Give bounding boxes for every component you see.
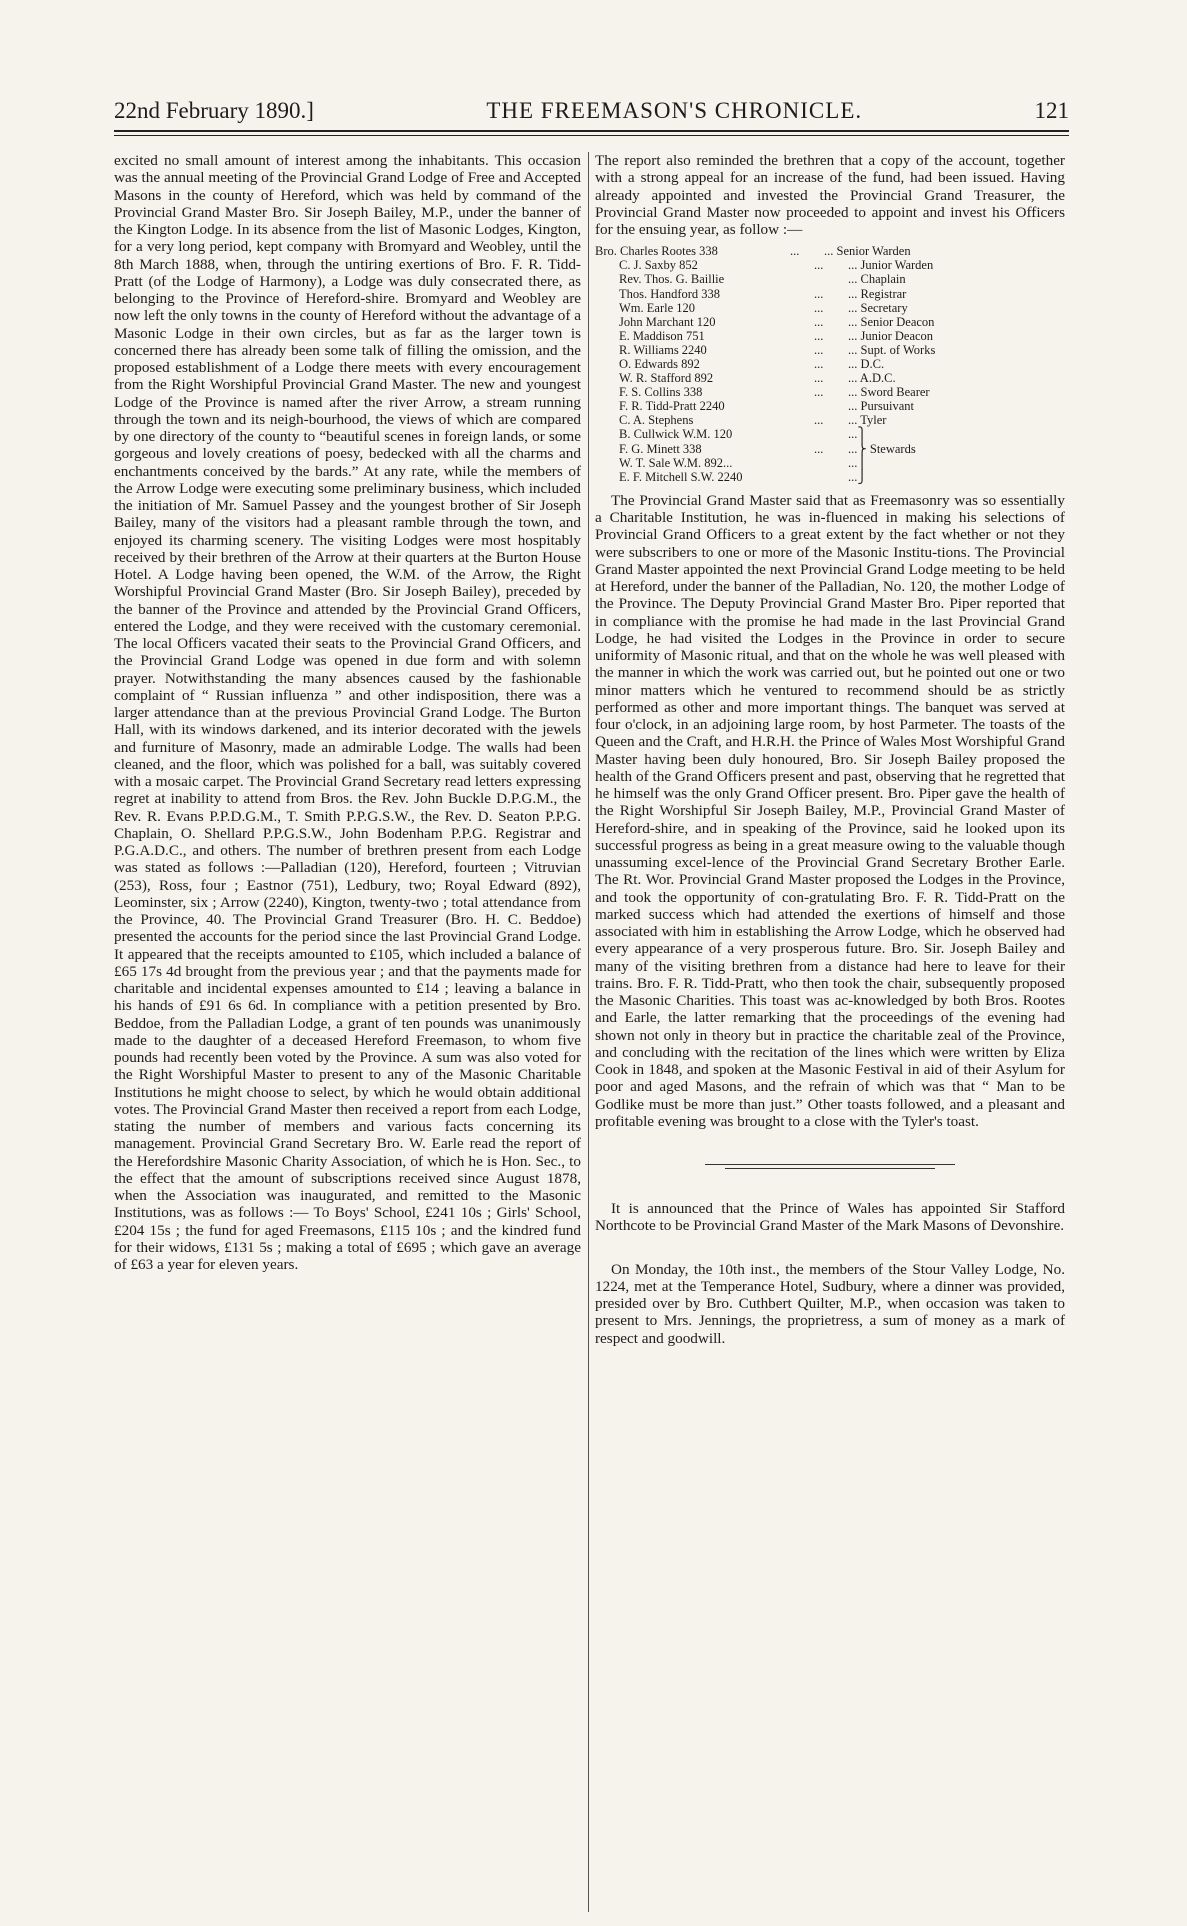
officer-name: F. R. Tidd-Pratt 2240 xyxy=(619,399,725,414)
page-number: 121 xyxy=(1034,98,1069,123)
officer-leader-dots: ... xyxy=(814,286,824,301)
banquet-paragraph: The Provincial Grand Master said that as Freemasonry was so essentially a Charitable Institution, he was in-fluenced in making his selections of Provincial Grand Officers to a great extent by the fact whether or not they were subscribers to one or more of the Masonic Institu-tions. The Provincial Grand Master appointed the next Provincial Grand Lodge meeting to be held at Hereford, under the banner of the Palladian, No. 120, the mother Lodge of the Province. The Deputy Provincial Grand Master Bro. Piper reported that in compliance with the promise he had made in the last Provincial Grand Lodge, he had visited the Lodges in the Province in order to secure uniformity of Masonic ritual, and that on the whole he was well pleased with the manner in which the work was carried out, but he pointed out one or two minor matters which he ventured to recommend should be as strictly performed as other and more important things. The banquet was served at four o'clock, in an adjoining large room, by host Parmeter. The toasts of the Queen and the Craft, and H.R.H. the Prince of Wales Most Worshipful Grand Master having been duly honoured, Bro. Sir Joseph Bailey proposed the health of the Grand Officers present and past, observing that he regretted that he himself was the only Grand Officer present. Bro. Piper gave the health of the Right Worshipful Sir Joseph Bailey, M.P., Provincial Grand Master of Hereford-shire, and in speaking of the Province, said he looked upon its successful progress as being in a great measure owing to the valuable though unassuming excel-lence of the Provincial Grand Secretary Brother Earle. The Rt. Wor. Provincial Grand Master proposed the Lodges in the Province, and took the opportunity of con-gratulating Bro. F. R. Tidd-Pratt on the marked success which had attended the exertions of himself and those associated with him in establishing the Arrow Lodge, which he observed had every appearance of a very prosperous future. Bro. Sir. Joseph Bailey and many of the visiting brethren from a distance had here to leave for their trains. Bro. F. R. Tidd-Pratt, who then took the chair, subsequently proposed the Masonic Charities. This toast was ac-knowledged by both Bros. Rootes and Earle, the latter remarking that the proceedings of the evening had shown not only in theory but in practice the charitable zeal of the Province, and concluding with the recitation of the lines which were written by Eliza Cook in 1848, and spoken at the Masonic Festival in aid of their Asylum for poor and aged Masons, and the refrain of which was that “ Man to be Godlike must be more than just.” Other toasts followed, and a pleasant and profitable evening was brought to a close with the Tyler's toast. xyxy=(595,491,1065,1130)
issue-date: 22nd February 1890.] xyxy=(114,98,314,123)
officer-office: ... Junior Warden xyxy=(848,258,934,273)
header-rule-bottom xyxy=(114,135,1069,136)
officer-name: John Marchant 120 xyxy=(619,314,716,329)
officer-name: R. Williams 2240 xyxy=(619,342,707,357)
column-divider xyxy=(588,152,589,1912)
officer-name: B. Cullwick W.M. 120 xyxy=(619,427,733,442)
officer-row xyxy=(595,315,1065,329)
officer-row xyxy=(595,399,1065,413)
officer-office: ... Pursuivant xyxy=(848,399,914,414)
officer-office: ... Chaplain xyxy=(848,272,906,287)
officer-office: ...⎫ xyxy=(848,427,867,442)
prince-of-wales-note: It is announced that the Prince of Wales has appointed Sir Stafford Northcote to be Provincial Grand Master of the Mark Masons of Devonshire. xyxy=(595,1200,1065,1235)
officer-office: ... Secretary xyxy=(848,300,908,315)
officer-leader-dots: ... xyxy=(814,300,824,315)
officer-row xyxy=(595,456,1065,470)
officer-leader-dots xyxy=(814,399,848,413)
officer-name: Bro. Charles Rootes 338 xyxy=(595,244,718,259)
officer-row xyxy=(595,272,1065,286)
officer-row xyxy=(595,470,1065,484)
officer-row xyxy=(595,244,1065,258)
officer-name: F. G. Minett 338 xyxy=(619,441,702,456)
officer-row xyxy=(595,357,1065,371)
officer-leader-dots: ... xyxy=(814,314,824,329)
page-header xyxy=(114,84,1069,124)
officer-office: ... Junior Deacon xyxy=(848,328,934,343)
officer-name: Rev. Thos. G. Baillie xyxy=(619,272,725,287)
officer-office: ... Supt. of Works xyxy=(848,342,936,357)
officer-office: ... A.D.C. xyxy=(848,371,896,386)
officer-row xyxy=(595,343,1065,357)
officer-name: E. Maddison 751 xyxy=(619,328,705,343)
officer-leader-dots: ... xyxy=(814,371,824,386)
officer-row xyxy=(595,258,1065,272)
officer-office: ...⎭ xyxy=(848,469,867,484)
stour-valley-note: On Monday, the 10th inst., the members of the Stour Valley Lodge, No. 1224, met at the Temperance Hotel, Sudbury, where a dinner was provided, presided over by Bro. Cuthbert Quilter, M.P., when occasion was taken to present to Mrs. Jennings, the proprietress, a sum of money as a mark of respect and goodwill. xyxy=(595,1260,1065,1347)
officer-leader-dots: ... xyxy=(814,441,824,456)
officer-name: W. R. Stafford 892 xyxy=(619,371,714,386)
officer-office: ... Senior Deacon xyxy=(848,314,935,329)
officer-name: W. T. Sale W.M. 892... xyxy=(619,455,733,470)
officer-leader-dots: ... xyxy=(814,357,824,371)
officer-row xyxy=(595,301,1065,315)
officer-name: F. S. Collins 338 xyxy=(619,385,703,400)
report-intro-paragraph: The report also reminded the brethren that a copy of the account, together with a strong appeal for an increase of the fund, had been issued. Having already appointed and invested the Provincial Grand Treasurer, the Provincial Grand Master now proceeded to appoint and invest his Officers for the ensuing year, as follow :— xyxy=(595,152,1065,238)
officer-leader-dots: ... xyxy=(814,342,824,357)
officer-name: C. J. Saxby 852 xyxy=(619,258,698,273)
officers-list xyxy=(595,244,1065,484)
officer-office: ...⎪ xyxy=(848,455,867,470)
officer-name: Wm. Earle 120 xyxy=(619,300,696,315)
officer-office: ... Tyler xyxy=(848,413,887,428)
officer-row xyxy=(595,329,1065,343)
officer-leader-dots xyxy=(814,427,848,441)
officer-leader-dots xyxy=(814,470,848,484)
publication-title: THE FREEMASON'S CHRONICLE. xyxy=(486,98,863,123)
officer-office: ... D.C. xyxy=(848,357,885,371)
officer-office: ... Sword Bearer xyxy=(848,385,930,400)
officer-row xyxy=(595,385,1065,399)
officer-leader-dots: ... xyxy=(814,385,824,400)
officer-row xyxy=(595,371,1065,385)
officer-leader-dots: ... xyxy=(814,413,824,428)
officer-office: ...⎬ Stewards xyxy=(848,441,916,456)
right-column xyxy=(595,152,1065,1347)
officer-leader-dots xyxy=(814,456,848,470)
officer-leader-dots: ... xyxy=(790,244,800,259)
officer-office: ... Registrar xyxy=(848,286,907,301)
officer-office: ... Senior Warden xyxy=(824,244,911,259)
officer-leader-dots: ... xyxy=(814,328,824,343)
officer-row xyxy=(595,427,1065,441)
officer-name: C. A. Stephens xyxy=(619,413,694,428)
header-rule-top xyxy=(114,130,1069,132)
officer-row xyxy=(595,287,1065,301)
officer-name: E. F. Mitchell S.W. 2240 xyxy=(619,469,743,484)
officer-name: Thos. Handford 338 xyxy=(619,286,721,301)
kington-report-paragraph: excited no small amount of interest among the inhabitants. This occasion was the annual meeting of the Provincial Grand Lodge of Free and Accepted Masons in the county of Hereford, which was held by command of the Provincial Grand Master Bro. Sir Joseph Bailey, M.P., under the banner of the Kington Lodge. In its absence from the list of Masonic Lodges, Kington, for a very long period, kept company with Bromyard and Weobley, until the 8th March 1888, when, through the untiring exertions of Bro. F. R. Tidd-Pratt (of the Lodge of Harmony), a Lodge was duly consecrated there, as belonging to the Province of Hereford-shire. Bromyard and Weobley are now left the only towns in the county of Hereford without the advantage of a Masonic Lodge in their own circles, but as far as the larger town is concerned there has already been some talk of filling the omission, and the proposed establishment of a Lodge there meets with every encouragement from the Right Worshipful Provincial Grand Master. The new and youngest Lodge of the Province is named after the river Arrow, a stream running through the town and its neigh-bourhood, the views of which are compared by one directory of the county to “beautiful scenes in foreign lands, or some gorgeous and lovely creations of poesy, bedecked with all the charms and enchantments conceived by the bards.” At any rate, while the members of the Arrow Lodge were executing some preliminary business, which included the initiation of Mr. Samuel Passey and the youngest brother of Sir Joseph Bailey, many of the visitors had a pleasant ramble through the town, and enjoyed its charming scenery. The visiting Lodges were most hospitably received by their brethren of the Arrow at their quarters at the Burton House Hotel. A Lodge having been opened, the W.M. of the Arrow, the Right Worshipful Provincial Grand Master (Bro. Sir Joseph Bailey), preceded by the banner of the Province and attended by the Provincial Grand Officers, entered the Lodge, and they were received with the customary ceremonial. The local Officers vacated their seats to the Provincial Grand Officers, and the Provincial Grand Lodge was opened in due form and with solemn prayer. Notwithstanding the many absences caused by the fashionable complaint of “ Russian influenza ” and other indisposition, there was a larger attendance than at the previous Provincial Grand Lodge. The Burton Hall, with its windows darkened, and its interior decorated with the jewels and furniture of Masonry, made an admirable Lodge. The walls had been cleaned, and the floor, which was polished for a ball, was suitably covered with a mosaic carpet. The Provincial Grand Secretary read letters expressing regret at inability to attend from Bros. the Rev. John Buckle D.P.G.M., the Rev. R. Evans P.P.D.G.M., T. Smith P.P.G.S.W., the Rev. D. Seaton P.P.G. Chaplain, O. Shellard P.P.G.S.W., John Bodenham P.P.G. Registrar and P.G.A.D.C., and others. The number of brethren present from each Lodge was stated as follows :—Palladian (120), Hereford, fourteen ; Vitruvian (253), Ross, four ; Eastnor (751), Ledbury, two; Royal Edward (892), Leominster, six ; Arrow (2240), Kington, twenty-two ; total attendance from the Province, 40. The Provincial Grand Treasurer (Bro. H. C. Beddoe) presented the accounts for the period since the last Provincial Grand Lodge. It appeared that the receipts amounted to £105, which included a balance of £65 17s 4d brought from the previous year ; and that the payments made for charitable and incidental expenses amounted to £14 ; leaving a balance in his hands of £91 6s 6d. In compliance with a petition presented by Bro. Beddoe, from the Palladian Lodge, a grant of ten pounds was unanimously made to the daughter of a deceased Hereford Freemason, to whom five pounds had recently been voted by the Province. A sum was also voted for the Right Worshipful Master to present to any of the Masonic Charitable Institutions he might choose to select, by which he would obtain additional votes. The Provincial Grand Master then received a report from each Lodge, stating the number of members and various facts concerning its management. Provincial Grand Secretary Bro. W. Earle read the report of the Herefordshire Masonic Charity Association, of which he is Hon. Sec., to the effect that the amount of subscriptions received since August 1878, when the Association was inaugurated, and remitted to the Masonic Institutions, was as follows :— To Boys' School, £241 10s ; Girls' School, £204 15s ; the fund for aged Freemasons, £115 10s ; and the kindred fund for their widows, £131 5s ; making a total of £695 ; which gave an average of £63 a year for eleven years. xyxy=(114,152,581,1273)
officer-row xyxy=(595,442,1065,456)
officer-name: O. Edwards 892 xyxy=(619,357,700,371)
section-separator xyxy=(595,1160,1065,1176)
officer-leader-dots: ... xyxy=(814,258,824,273)
officer-row xyxy=(595,413,1065,427)
left-column xyxy=(114,152,581,1273)
officer-leader-dots xyxy=(814,272,848,286)
